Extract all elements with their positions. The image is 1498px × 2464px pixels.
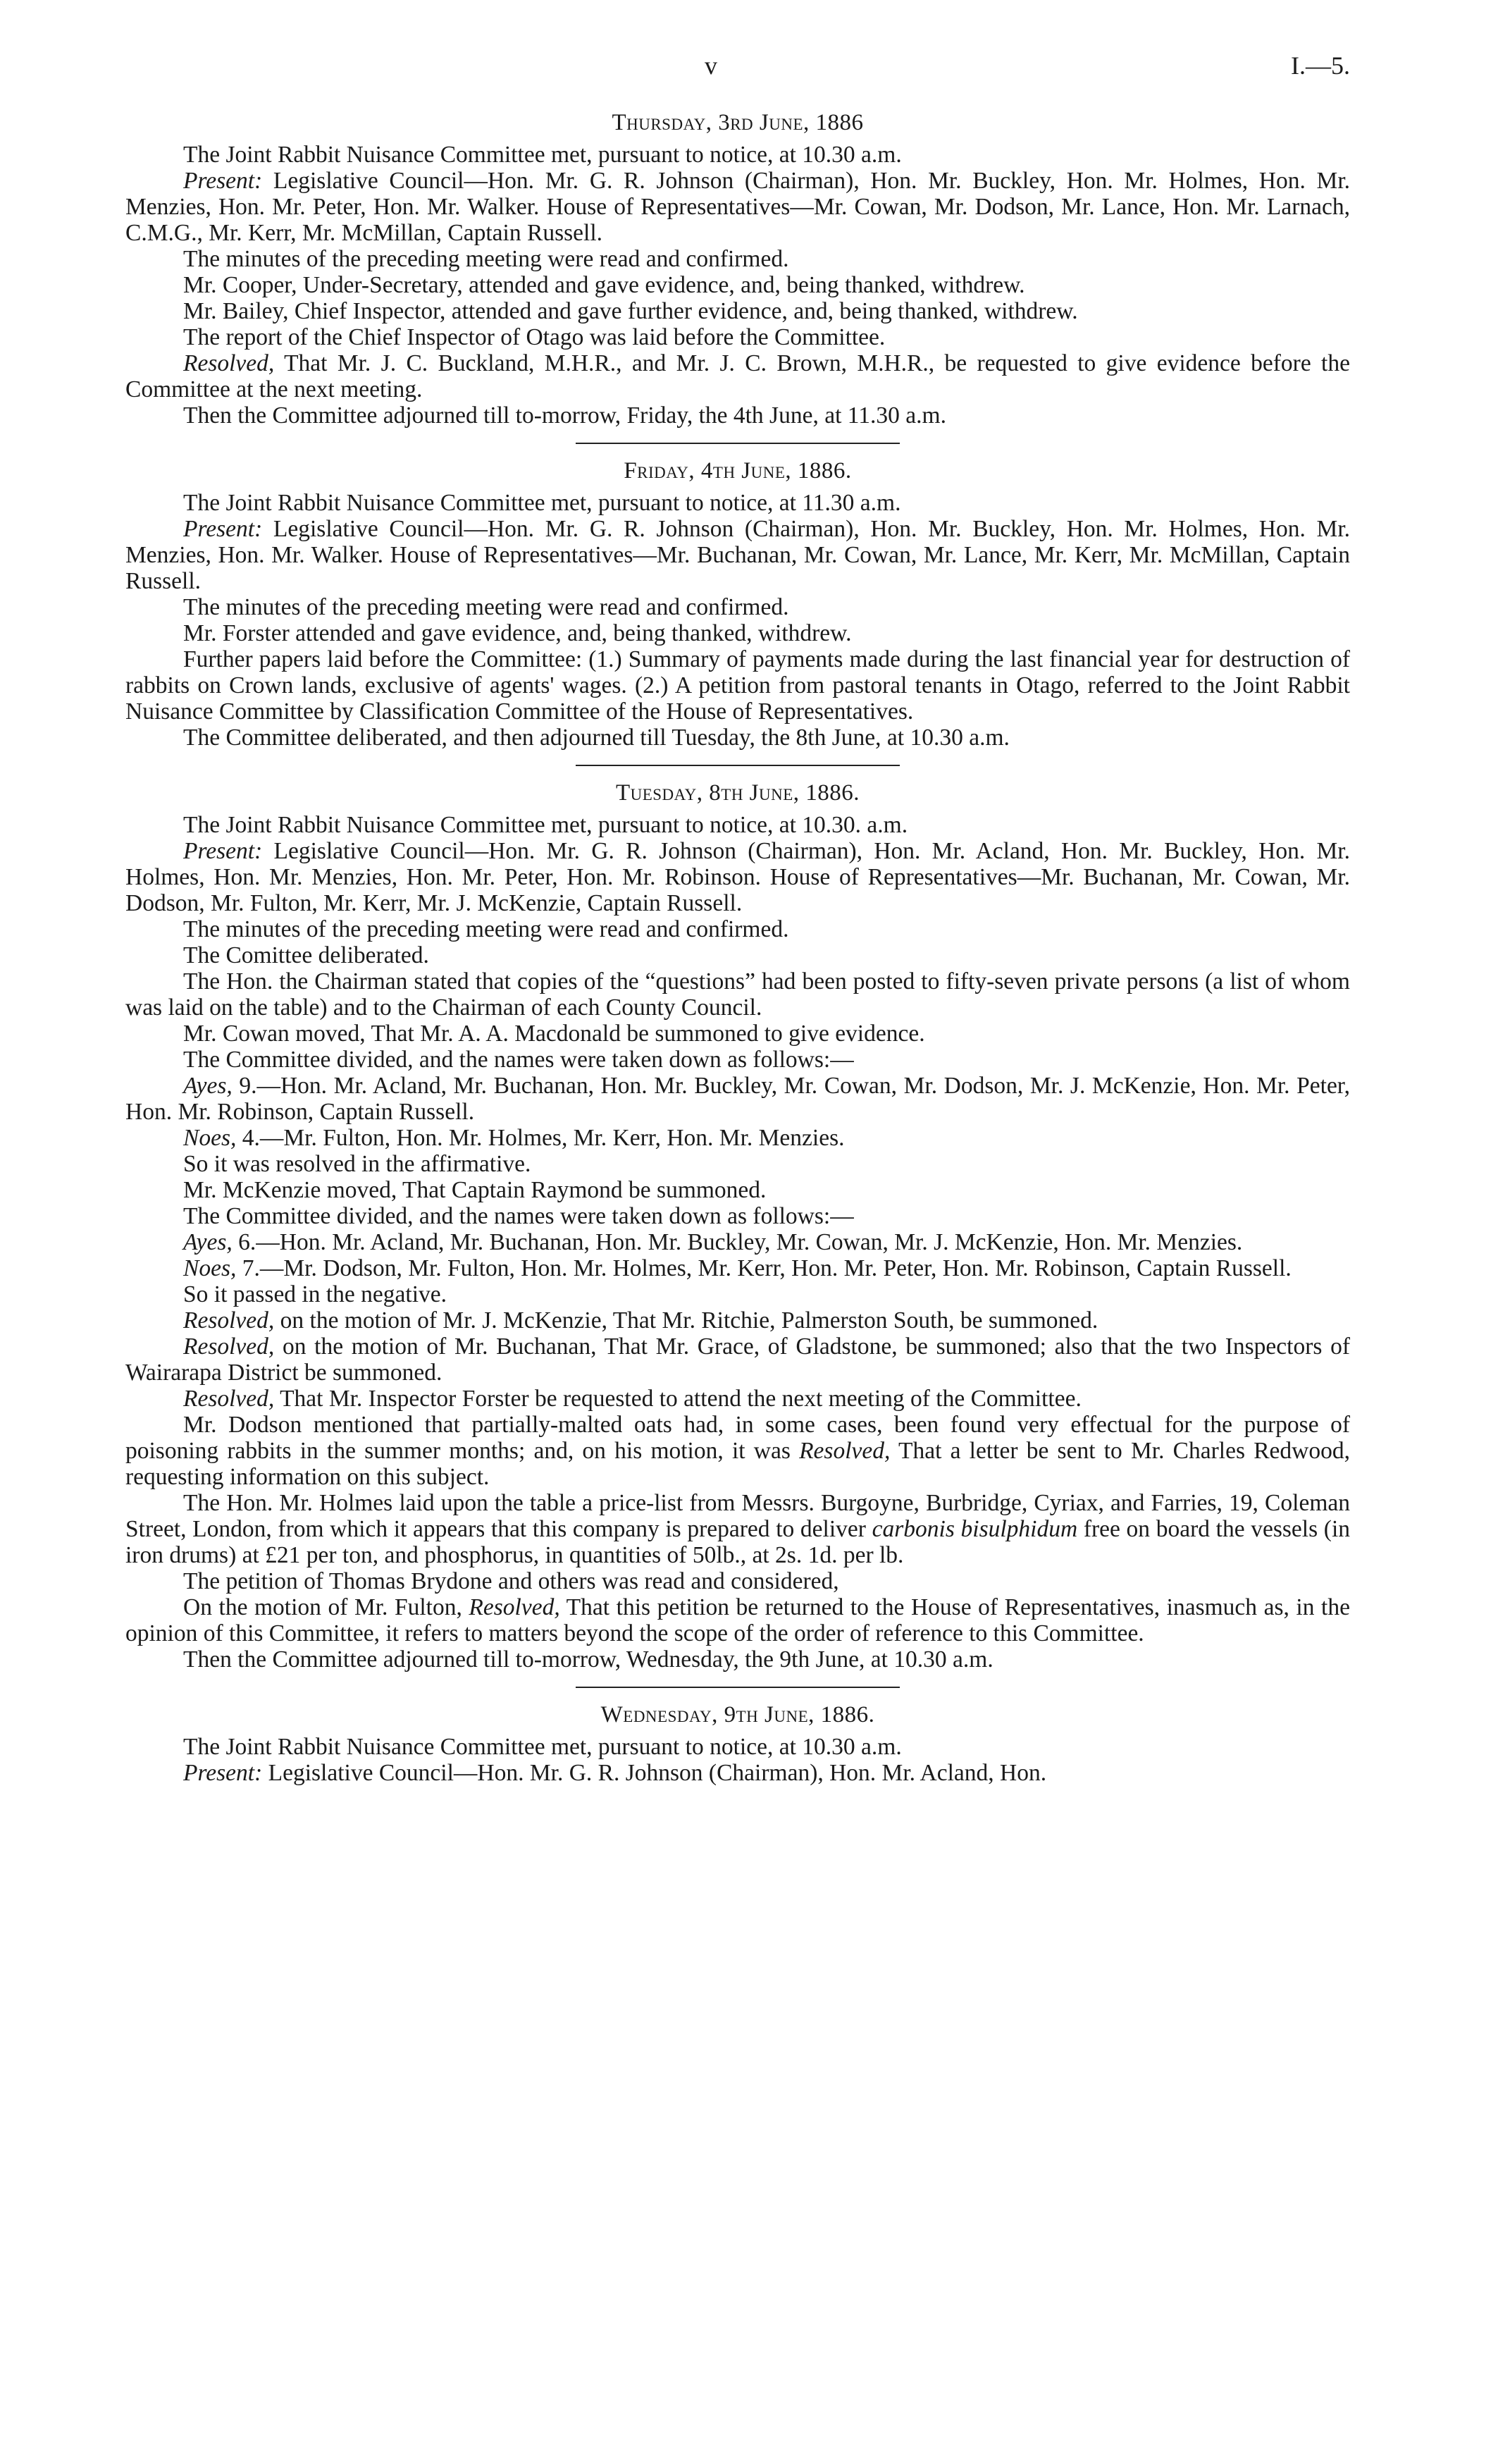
minutes-paragraph <box>125 1177 1350 1203</box>
minutes-paragraph <box>125 1125 1350 1151</box>
text-run: The Joint Rabbit Nuisance Committee met, pursuant to notice, at 10.30 a.m. <box>183 142 902 168</box>
text-run: The Joint Rabbit Nuisance Committee met, pursuant to notice, at 11.30 a.m. <box>183 490 901 516</box>
text-run: Then the Committee adjourned till to-morrow, Wednesday, the 9th June, at 10.30 a.m. <box>183 1646 993 1673</box>
minutes-body <box>125 110 1350 1786</box>
minutes-paragraph <box>125 1333 1350 1386</box>
italic-text-run: Ayes, <box>183 1229 233 1255</box>
text-run: The minutes of the preceding meeting were read and confirmed. <box>183 916 789 942</box>
text-run: The Joint Rabbit Nuisance Committee met, pursuant to notice, at 10.30. a.m. <box>183 812 908 838</box>
meeting-section <box>125 458 1350 751</box>
italic-text-run: Ayes, <box>183 1073 233 1099</box>
page-numeral: v <box>705 51 717 80</box>
italic-text-run: Resolved, <box>183 1333 275 1360</box>
document-reference: I.—5. <box>1291 51 1350 80</box>
minutes-paragraph <box>125 1568 1350 1594</box>
italic-text-run: Resolved, <box>799 1438 891 1464</box>
text-run: That Mr. Inspector Forster be requested to attend the next meeting of the Committee. <box>274 1386 1082 1412</box>
text-run: Mr. Cowan moved, That Mr. A. A. Macdonald be summoned to give evidence. <box>183 1021 925 1047</box>
minutes-paragraph <box>125 725 1350 751</box>
text-run: on the motion of Mr. Buchanan, That Mr. Grace, of Gladstone, be summoned; also that the two Inspectors of Wairarapa District be summoned. <box>125 1333 1350 1386</box>
text-run: Further papers laid before the Committee: (1.) Summary of payments made during the last financial year for destruction of rabbits on Crown lands, exclusive of agents' wages. (2.) A petition from pastoral tenants in Otago, referred to the Joint Rabbit Nuisance Committee by Classification Committee of the House of Representatives. <box>125 646 1350 725</box>
italic-text-run: Present: <box>183 168 263 194</box>
minutes-paragraph <box>125 142 1350 168</box>
italic-text-run: carbonis bisulphidum <box>872 1516 1078 1542</box>
minutes-paragraph <box>125 1760 1350 1786</box>
meeting-date-heading: Thursday, 3rd June, 1886 <box>612 110 864 135</box>
minutes-paragraph <box>125 1047 1350 1073</box>
minutes-paragraph <box>125 1386 1350 1412</box>
minutes-paragraph <box>125 272 1350 298</box>
minutes-paragraph <box>125 1490 1350 1568</box>
italic-text-run: Present: <box>183 838 263 864</box>
minutes-paragraph <box>125 350 1350 402</box>
section-divider <box>576 443 900 444</box>
meeting-date-heading: Friday, 4th June, 1886. <box>624 458 852 483</box>
italic-text-run: Present: <box>183 516 263 542</box>
text-run: on the motion of Mr. J. McKenzie, That Mr. Ritchie, Palmerston South, be summoned. <box>274 1307 1098 1333</box>
minutes-paragraph <box>125 246 1350 272</box>
italic-text-run: Resolved, <box>469 1594 560 1620</box>
text-run: free on board the vessels (in iron drums) at £21 per ton, and phosphorus, in quantities of 50lb., at 2s. 1d. per lb. <box>125 1516 1351 1568</box>
minutes-paragraph <box>125 1151 1350 1177</box>
text-run: The petition of Thomas Brydone and others was read and considered, <box>183 1568 839 1594</box>
text-run: So it passed in the negative. <box>183 1281 447 1307</box>
text-run: That a letter be sent to Mr. Charles Redwood, requesting information on this subject. <box>125 1438 1350 1490</box>
minutes-paragraph <box>125 1203 1350 1229</box>
text-run: The Hon. Mr. Holmes laid upon the table a price-list from Messrs. Burgoyne, Burbridge, Cyriax, and Farries, 19, Coleman Street, London, from which it appears that this company is prepared to deliver <box>125 1490 1350 1542</box>
section-divider <box>576 765 900 766</box>
italic-text-run: Present: <box>183 1760 263 1786</box>
text-run: So it was resolved in the affirmative. <box>183 1151 531 1177</box>
section-divider <box>576 1687 900 1688</box>
meeting-date-heading: Wednesday, 9th June, 1886. <box>600 1702 875 1727</box>
italic-text-run: Noes, <box>183 1255 237 1281</box>
text-run: The Hon. the Chairman stated that copies of the “questions” had been posted to fifty-seven private persons (a list of whom was laid on the table) and to the Chairman of each County Council. <box>125 968 1350 1021</box>
text-run: 9.—Hon. Mr. Acland, Mr. Buchanan, Hon. Mr. Buckley, Mr. Cowan, Mr. Dodson, Mr. J. McKenzie, Hon. Mr. Peter, Hon. Mr. Robinson, Captain Russell. <box>125 1073 1350 1125</box>
text-run: 6.—Hon. Mr. Acland, Mr. Buchanan, Hon. Mr. Buckley, Mr. Cowan, Mr. J. McKenzie, Hon. Mr. Menzies. <box>232 1229 1243 1255</box>
text-run: Then the Committee adjourned till to-morrow, Friday, the 4th June, at 11.30 a.m. <box>183 402 946 429</box>
text-run: The Joint Rabbit Nuisance Committee met, pursuant to notice, at 10.30 a.m. <box>183 1734 902 1760</box>
text-run: Legislative Council—Hon. Mr. G. R. Johnson (Chairman), Hon. Mr. Acland, Hon. Mr. Buckley, Hon. Mr. Holmes, Hon. Mr. Menzies, Hon. Mr. Peter, Hon. Mr. Robinson. House of Representatives—Mr. Buchanan, Mr. Cowan, Mr. Dodson, Mr. Fulton, Mr. Kerr, Mr. J. McKenzie, Captain Russell. <box>125 838 1350 916</box>
minutes-paragraph <box>125 838 1350 916</box>
text-run: Mr. McKenzie moved, That Captain Raymond be summoned. <box>183 1177 767 1203</box>
minutes-paragraph <box>125 968 1350 1021</box>
text-run: The Comittee deliberated. <box>183 942 429 968</box>
italic-text-run: Noes, <box>183 1125 237 1151</box>
text-run: Legislative Council—Hon. Mr. G. R. Johnson (Chairman), Hon. Mr. Acland, Hon. <box>262 1760 1047 1786</box>
minutes-paragraph <box>125 620 1350 646</box>
document-page <box>125 51 1350 1786</box>
minutes-paragraph <box>125 1307 1350 1333</box>
minutes-paragraph <box>125 916 1350 942</box>
text-run: On the motion of Mr. Fulton, <box>183 1594 469 1620</box>
minutes-paragraph <box>125 516 1350 594</box>
text-run: Mr. Bailey, Chief Inspector, attended and gave further evidence, and, being thanked, withdrew. <box>183 298 1078 324</box>
text-run: Mr. Dodson mentioned that partially-malted oats had, in some cases, been found very effectual for the purpose of poisoning rabbits in the summer months; and, on his motion, it was <box>125 1412 1350 1464</box>
meeting-section <box>125 1702 1350 1786</box>
minutes-paragraph <box>125 1021 1350 1047</box>
text-run: The Committee divided, and the names were taken down as follows:— <box>183 1047 854 1073</box>
text-run: Mr. Cooper, Under-Secretary, attended and gave evidence, and, being thanked, withdrew. <box>183 272 1025 298</box>
text-run: Legislative Council—Hon. Mr. G. R. Johnson (Chairman), Hon. Mr. Buckley, Hon. Mr. Holmes, Hon. Mr. Menzies, Hon. Mr. Walker. House of Representatives—Mr. Buchanan, Mr. Cowan, Mr. Lance, Mr. Kerr, Mr. McMillan, Captain Russell. <box>125 516 1350 594</box>
text-run: Legislative Council—Hon. Mr. G. R. Johnson (Chairman), Hon. Mr. Buckley, Hon. Mr. Holmes, Hon. Mr. Menzies, Hon. Mr. Peter, Hon. Mr. Walker. House of Representatives—Mr. Cowan, Mr. Dodson, Mr. Lance, Hon. Mr. Larnach, C.M.G., Mr. Kerr, Mr. McMillan, Captain Russell. <box>125 168 1350 246</box>
text-run: 7.—Mr. Dodson, Mr. Fulton, Hon. Mr. Holmes, Mr. Kerr, Hon. Mr. Peter, Hon. Mr. Robinson, Captain Russell. <box>236 1255 1292 1281</box>
minutes-paragraph <box>125 1229 1350 1255</box>
minutes-paragraph <box>125 490 1350 516</box>
text-run: 4.—Mr. Fulton, Hon. Mr. Holmes, Mr. Kerr, Hon. Mr. Menzies. <box>236 1125 845 1151</box>
italic-text-run: Resolved, <box>183 1307 275 1333</box>
minutes-paragraph <box>125 1594 1350 1646</box>
italic-text-run: Resolved, <box>183 350 275 376</box>
text-run: That this petition be returned to the House of Representatives, inasmuch as, in the opinion of this Committee, it refers to matters beyond the scope of the order of reference to this Committee. <box>125 1594 1350 1646</box>
minutes-paragraph <box>125 1412 1350 1490</box>
minutes-paragraph <box>125 812 1350 838</box>
meeting-section <box>125 110 1350 429</box>
minutes-paragraph <box>125 1255 1350 1281</box>
minutes-paragraph <box>125 1734 1350 1760</box>
running-header <box>125 51 1350 100</box>
text-run: The Committee deliberated, and then adjourned till Tuesday, the 8th June, at 10.30 a.m. <box>183 725 1010 751</box>
text-run: Mr. Forster attended and gave evidence, and, being thanked, withdrew. <box>183 620 852 646</box>
text-run: The minutes of the preceding meeting were read and confirmed. <box>183 246 789 272</box>
minutes-paragraph <box>125 1281 1350 1307</box>
text-run: The Committee divided, and the names were taken down as follows:— <box>183 1203 854 1229</box>
meeting-date-heading: Tuesday, 8th June, 1886. <box>615 780 860 806</box>
text-run: The minutes of the preceding meeting were read and confirmed. <box>183 594 789 620</box>
text-run: That Mr. J. C. Buckland, M.H.R., and Mr. J. C. Brown, M.H.R., be requested to give evidence before the Committee at the next meeting. <box>125 350 1350 402</box>
minutes-paragraph <box>125 594 1350 620</box>
italic-text-run: Resolved, <box>183 1386 275 1412</box>
meeting-section <box>125 780 1350 1673</box>
minutes-paragraph <box>125 1073 1350 1125</box>
minutes-paragraph <box>125 402 1350 429</box>
minutes-paragraph <box>125 168 1350 246</box>
minutes-paragraph <box>125 646 1350 725</box>
text-run: The report of the Chief Inspector of Otago was laid before the Committee. <box>183 324 886 350</box>
minutes-paragraph <box>125 942 1350 968</box>
minutes-paragraph <box>125 324 1350 350</box>
minutes-paragraph <box>125 298 1350 324</box>
minutes-paragraph <box>125 1646 1350 1673</box>
